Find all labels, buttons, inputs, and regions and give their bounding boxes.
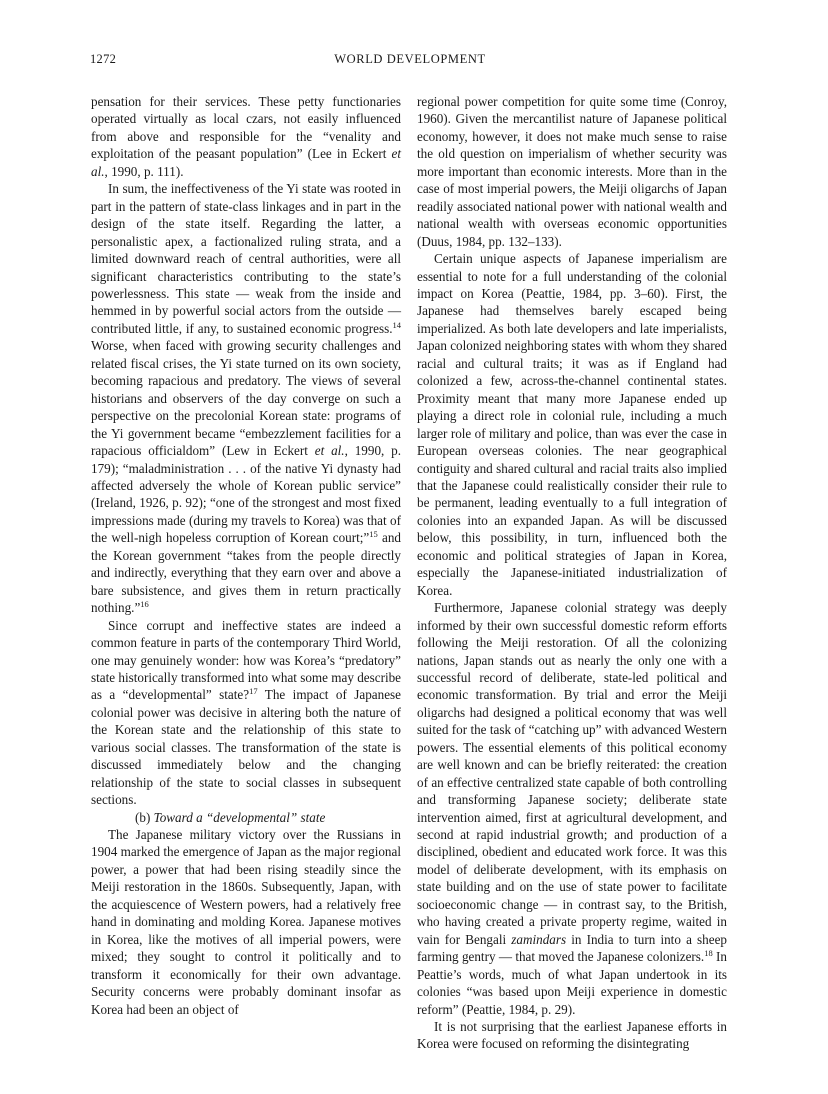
italic-text: et al. xyxy=(314,443,345,459)
footnote-marker: 17 xyxy=(249,686,258,697)
italic-text: zamindars xyxy=(511,931,567,947)
italic-text: et al. xyxy=(91,146,401,179)
text-run: Furthermore, Japanese colonial strategy was deeply informed by their own successful domestic reform efforts following the Meiji restoration. Of all the colonizing nations, Japan stands out as nearly the only one with a successful record of deliberate, state-led political and economic transformation. By trial and error the Meiji oligarchs had designed a political economy that was well suited for the task of “catching up” with advanced Western powers. The essential elements of this political economy are well known and can be briefly reiterated: the creation of an effective centralized state capable of both controlling and transforming Japanese society; deliberate state intervention aimed, first at agricultural development, and second at rapid industrial growth; and production of a disciplined, obedient and educated work force. It was this model of deliberate development, with its emphasis on state building and on the use of state power to facilitate socioeconomic change — in contrast say, to the British, who having created a private property regime, waited in vain for Bengali xyxy=(417,600,727,947)
section-title: Toward a “developmental” state xyxy=(153,809,326,825)
running-header xyxy=(90,52,730,72)
paragraph xyxy=(91,617,401,809)
paragraph xyxy=(417,599,727,1018)
paragraph xyxy=(91,180,401,616)
section-heading xyxy=(91,809,401,826)
paragraph: regional power competition for quite some time (Conroy, 1960). Given the mercantilist nature of Japanese political economy, however, it does not make much sense to raise the old question on imperialism of whether security was more important than economic interests. More than in the case of most imperial powers, the Meiji oligarchs of Japan readily associated national power with national wealth and national wealth with overseas economic opportunities (Duus, 1984, pp. 132–133). xyxy=(417,94,727,249)
footnote-marker: 16 xyxy=(140,599,149,610)
text-run: The impact of Japanese colonial power was decisive in altering both the nature of the Korean state and the relationship of this state to various social classes. The transformation of the state is discussed immediately below and the changing relationship of the state to social classes in subsequent sections. xyxy=(91,687,401,808)
text-run: pensation for their services. These petty functionaries operated virtually as local czars, not easily influenced from above and responsible for the “venality and exploitation of the peasant population” (Lee in Eckert xyxy=(91,94,401,162)
paragraph xyxy=(91,93,401,180)
left-column xyxy=(91,93,401,1018)
journal-title: WORLD DEVELOPMENT xyxy=(334,52,486,66)
footnote-marker: 18 xyxy=(704,948,713,959)
paragraph: The Japanese military victory over the Russians in 1904 marked the emergence of Japan as the major regional power, a power that had been rising steadily since the Meiji restoration in the 1860s. Subsequently, Japan, with the acquiescence of Western powers, had a relatively free hand in dominating and molding Korea. Japanese motives in Korea, like the motives of all imperial powers, were mixed; they sought to control it politically and to transform it economically for their own advantage. Security concerns were probably dominant insofar as Korea had been an object of xyxy=(91,827,401,1017)
section-label: (b) xyxy=(135,809,154,825)
page-number: 1272 xyxy=(90,52,117,66)
footnote-marker: 15 xyxy=(369,529,378,540)
text-run: Since corrupt and ineffective states are indeed a common feature in parts of the contemporary Third World, one may genuinely wonder: how was Korea’s “predatory” state historically transformed into what some may describe as a “developmental” state? xyxy=(91,617,401,703)
text-run: , 1990, p. 179); “maladministration . . . of the native Yi dynasty had affected adversely the whole of Korean public service” (Ireland, 1926, p. 92); “one of the strongest and most fixed impressions made (during my travels to Korea) was that of the well-nigh hopeless corruption of Korean court;” xyxy=(91,443,402,546)
text-run: , 1990, p. 111). xyxy=(104,163,184,179)
paragraph: It is not surprising that the earliest Japanese efforts in Korea were focused on reforming the disintegrating xyxy=(417,1019,727,1052)
paragraph: Certain unique aspects of Japanese imperialism are essential to note for a full understanding of the colonial impact on Korea (Peattie, 1984, pp. 3–60). First, the Japanese had themselves barely escaped being imperialized. As both late developers and late imperialists, Japan colonized neighboring states with whom they shared racial and cultural traits; it was as if England had colonized a few, across-the-channel continental states. Proximity meant that many more Japanese ended up playing a direct role in colonial rule, including a much larger role of military and police, than was ever the case in European overseas colonies. The near geographical contiguity and shared cultural and racial traits also implied that the Japanese could realistically consider their rule to be permanent, leading eventually to a full integration of colonies into an expanded Japan. As will be discussed below, this possibility, in turn, influenced both the economic and political strategies of Japan in Korea, especially the Japanese-initiated industrialization of Korea. xyxy=(417,251,727,598)
text-run: and the Korean government “takes from the people directly and indirectly, everything that they earn over and above a bare subsistence, and gives them in return practically nothing.” xyxy=(91,530,401,616)
footnote-marker: 14 xyxy=(392,319,401,330)
text-run: Worse, when faced with growing security challenges and related fiscal crises, the Yi state turned on its own society, becoming rapacious and predatory. The views of several historians and observers of the day converge on such a perspective on the precolonial Korean state: programs of the Yi government became “embezzlement facilities for a rapacious officialdom” (Lew in Eckert xyxy=(91,338,401,459)
text-run: In sum, the ineffectiveness of the Yi state was rooted in part in the pattern of state-class linkages and in part in the design of the state itself. Regarding the latter, a personalistic apex, a factionalized ruling strata, and a limited downward reach of central authorities, were all significant characteristics contributing to the state’s powerlessness. This state — weak from the inside and hemmed in by powerful social actors from the outside — contributed little, if any, to sustained economic progress. xyxy=(91,181,401,336)
right-column xyxy=(417,93,727,1053)
text-run: In Peattie’s words, much of what Japan undertook in its colonies “was based upon Meiji experience in domestic reform” (Peattie, 1984, p. 29). xyxy=(417,949,728,1017)
text-run: in India to turn into a sheep farming gentry — that moved the Japanese colonizers. xyxy=(417,931,727,965)
